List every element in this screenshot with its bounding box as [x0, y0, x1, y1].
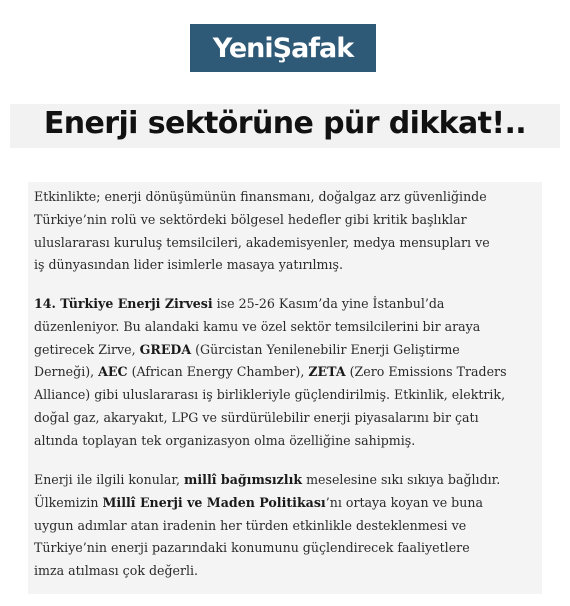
text-run: getirecek Zirve,: [34, 341, 140, 357]
text-run: ise 25-26 Kasım’da yine İstanbul’da: [212, 296, 445, 311]
text-line: imza atılması çok değerli.: [34, 563, 199, 579]
text-run: Derneği),: [34, 364, 99, 380]
text-line: [34, 293, 534, 316]
bold-aec: AEC: [98, 364, 128, 380]
text-line: düzenleniyor. Bu alandaki kamu ve özel sektör temsilcilerini bir araya: [34, 318, 481, 334]
paragraph-1: [34, 186, 534, 277]
bold-national-independence: millî bağımsızlık: [184, 472, 303, 487]
text-line: altında toplayan tek organizasyon olma özelliğine sahipmiş.: [34, 432, 416, 448]
text-line: [34, 361, 534, 384]
text-line: iş dünyasından lider isimlerle masaya yatırılmış.: [34, 257, 343, 273]
headline-banner: [10, 104, 560, 148]
logo-text: YeniŞafak: [212, 32, 354, 64]
bold-summit-name: 14. Türkiye Enerji Zirvesi: [34, 296, 213, 311]
text-line: uluslararası kuruluş temsilcileri, akademisyenler, medya mensupları ve: [34, 234, 490, 250]
text-run: (Gürcistan Yenilenebilir Enerji Geliştirme: [191, 341, 460, 357]
text-run: meselesine sıkı sıkıya bağlıdır.: [302, 472, 501, 487]
text-line: [34, 339, 534, 362]
article-body: [28, 182, 542, 594]
text-run: Enerji ile ilgili konular,: [34, 472, 185, 487]
text-line: Alliance) gibi uluslararası iş birlikleriyle güçlendirilmiş. Etkinlik, elektrik,: [34, 387, 506, 403]
text-run: (Zero Emissions Traders: [345, 364, 507, 380]
text-line: uygun adımlar atan iradenin her türden etkinlikle desteklenmesi ve: [34, 517, 467, 533]
bold-zeta: ZETA: [308, 364, 346, 380]
text-line: [34, 492, 534, 515]
text-run: ’nı ortaya koyan ve buna: [325, 494, 483, 510]
paragraph-3: [34, 469, 534, 583]
text-run: Ülkemizin: [34, 494, 103, 510]
text-line: Etkinlikte; enerji dönüşümünün finansmanı, doğalgaz arz güvenliğinde: [34, 189, 487, 204]
bold-greda: GREDA: [139, 341, 192, 357]
text-run: (African Energy Chamber),: [127, 364, 309, 380]
text-line: Türkiye’nin enerji pazarındaki konumunu güçlendirecek faaliyetlere: [34, 540, 470, 556]
paragraph-2: [34, 293, 534, 453]
text-line: Türkiye’nin rolü ve sektördeki bölgesel hedefler gibi kritik başlıklar: [34, 211, 467, 227]
text-line: [34, 469, 534, 492]
text-line: doğal gaz, akaryakıt, LPG ve sürdürülebilir enerji piyasalarını bir çatı: [34, 409, 479, 425]
headline: Enerji sektörüne pür dikkat!..: [43, 106, 527, 141]
bold-energy-policy: Millî Enerji ve Maden Politikası: [102, 494, 326, 510]
yeni-safak-logo: [190, 24, 376, 72]
